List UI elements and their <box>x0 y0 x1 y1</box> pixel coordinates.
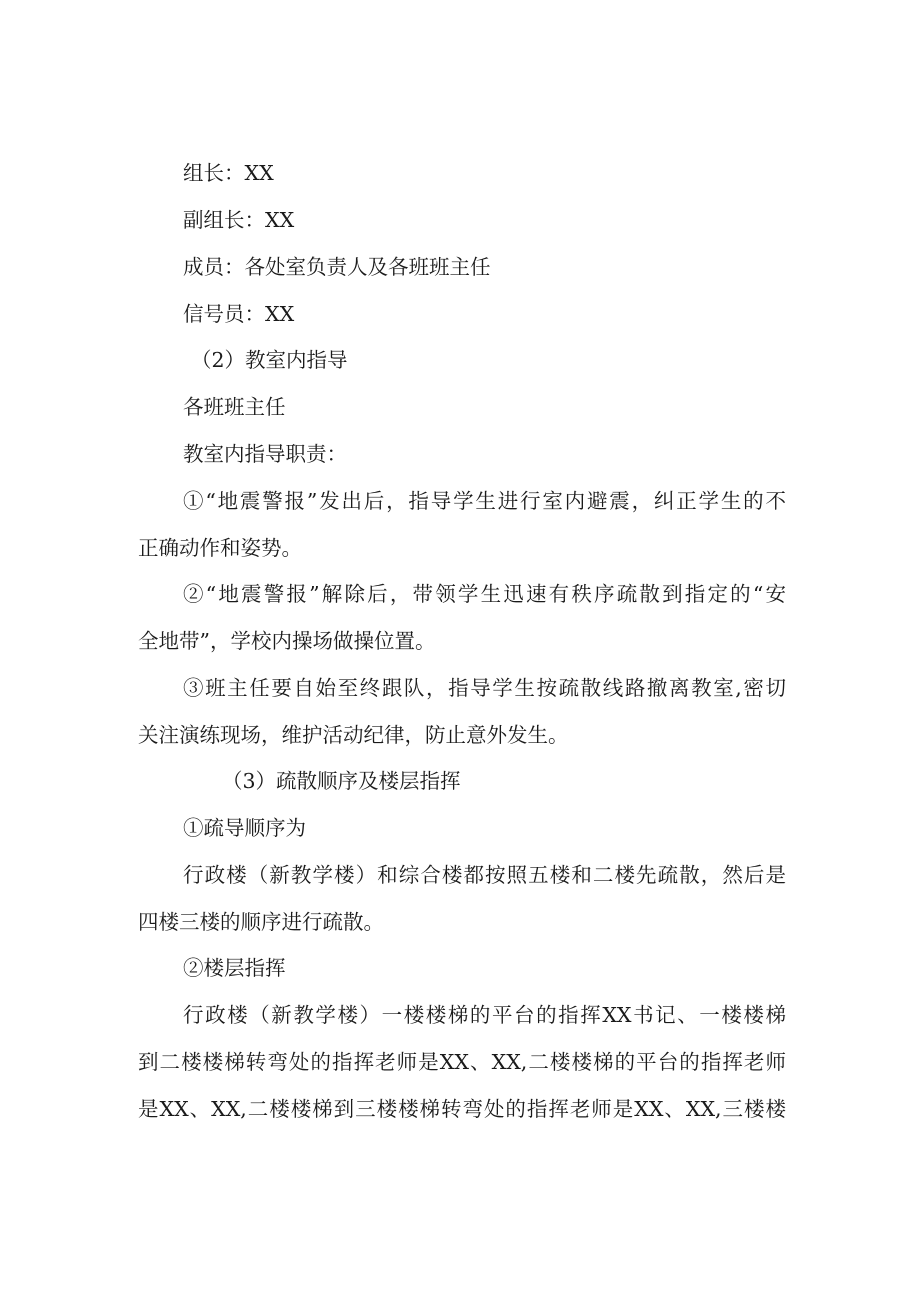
paragraph-line: ②“地震警报”解除后，带领学生迅速有秩序疏散到指定的“安 <box>183 582 786 606</box>
paragraph-line: 四楼三楼的顺序进行疏散。 <box>138 910 384 934</box>
paragraph-line: 各班班主任 <box>183 395 286 419</box>
deputy-leader-line: 副组长：XX <box>183 208 295 232</box>
paragraph-line: 行政楼（新教学楼）和综合楼都按照五楼和二楼先疏散，然后是 <box>183 863 786 887</box>
members-line: 成员：各处室负责人及各班班主任 <box>183 255 491 279</box>
paragraph-line: ③班主任要自始至终跟队，指导学生按疏散线路撤离教室,密切 <box>183 676 786 700</box>
paragraph-line: 正确动作和姿势。 <box>138 536 302 560</box>
section-heading-evacuation-order: （3）疏散顺序及楼层指挥 <box>222 769 461 793</box>
paragraph-line: ①“地震警报”发出后，指导学生进行室内避震，纠正学生的不 <box>183 489 786 513</box>
paragraph-line: 是XX、XX,二楼楼梯到三楼楼梯转弯处的指挥老师是XX、XX,三楼楼 <box>138 1097 786 1121</box>
leader-line: 组长：XX <box>183 161 274 185</box>
paragraph-line: 到二楼楼梯转弯处的指挥老师是XX、XX,二楼楼梯的平台的指挥老师 <box>138 1050 786 1074</box>
signalman-line: 信号员：XX <box>183 302 295 326</box>
paragraph-line: 教室内指导职责： <box>183 442 347 466</box>
section-heading-classroom-guidance: （2）教室内指导 <box>191 348 348 372</box>
paragraph-line: 全地带”，学校内操场做操位置。 <box>138 629 436 653</box>
paragraph-line: ②楼层指挥 <box>183 956 286 980</box>
paragraph-line: ①疏导顺序为 <box>183 816 306 840</box>
paragraph-line: 关注演练现场，维护活动纪律，防止意外发生。 <box>138 723 569 747</box>
paragraph-line: 行政楼（新教学楼）一楼楼梯的平台的指挥XX书记、一楼楼梯 <box>183 1003 786 1027</box>
